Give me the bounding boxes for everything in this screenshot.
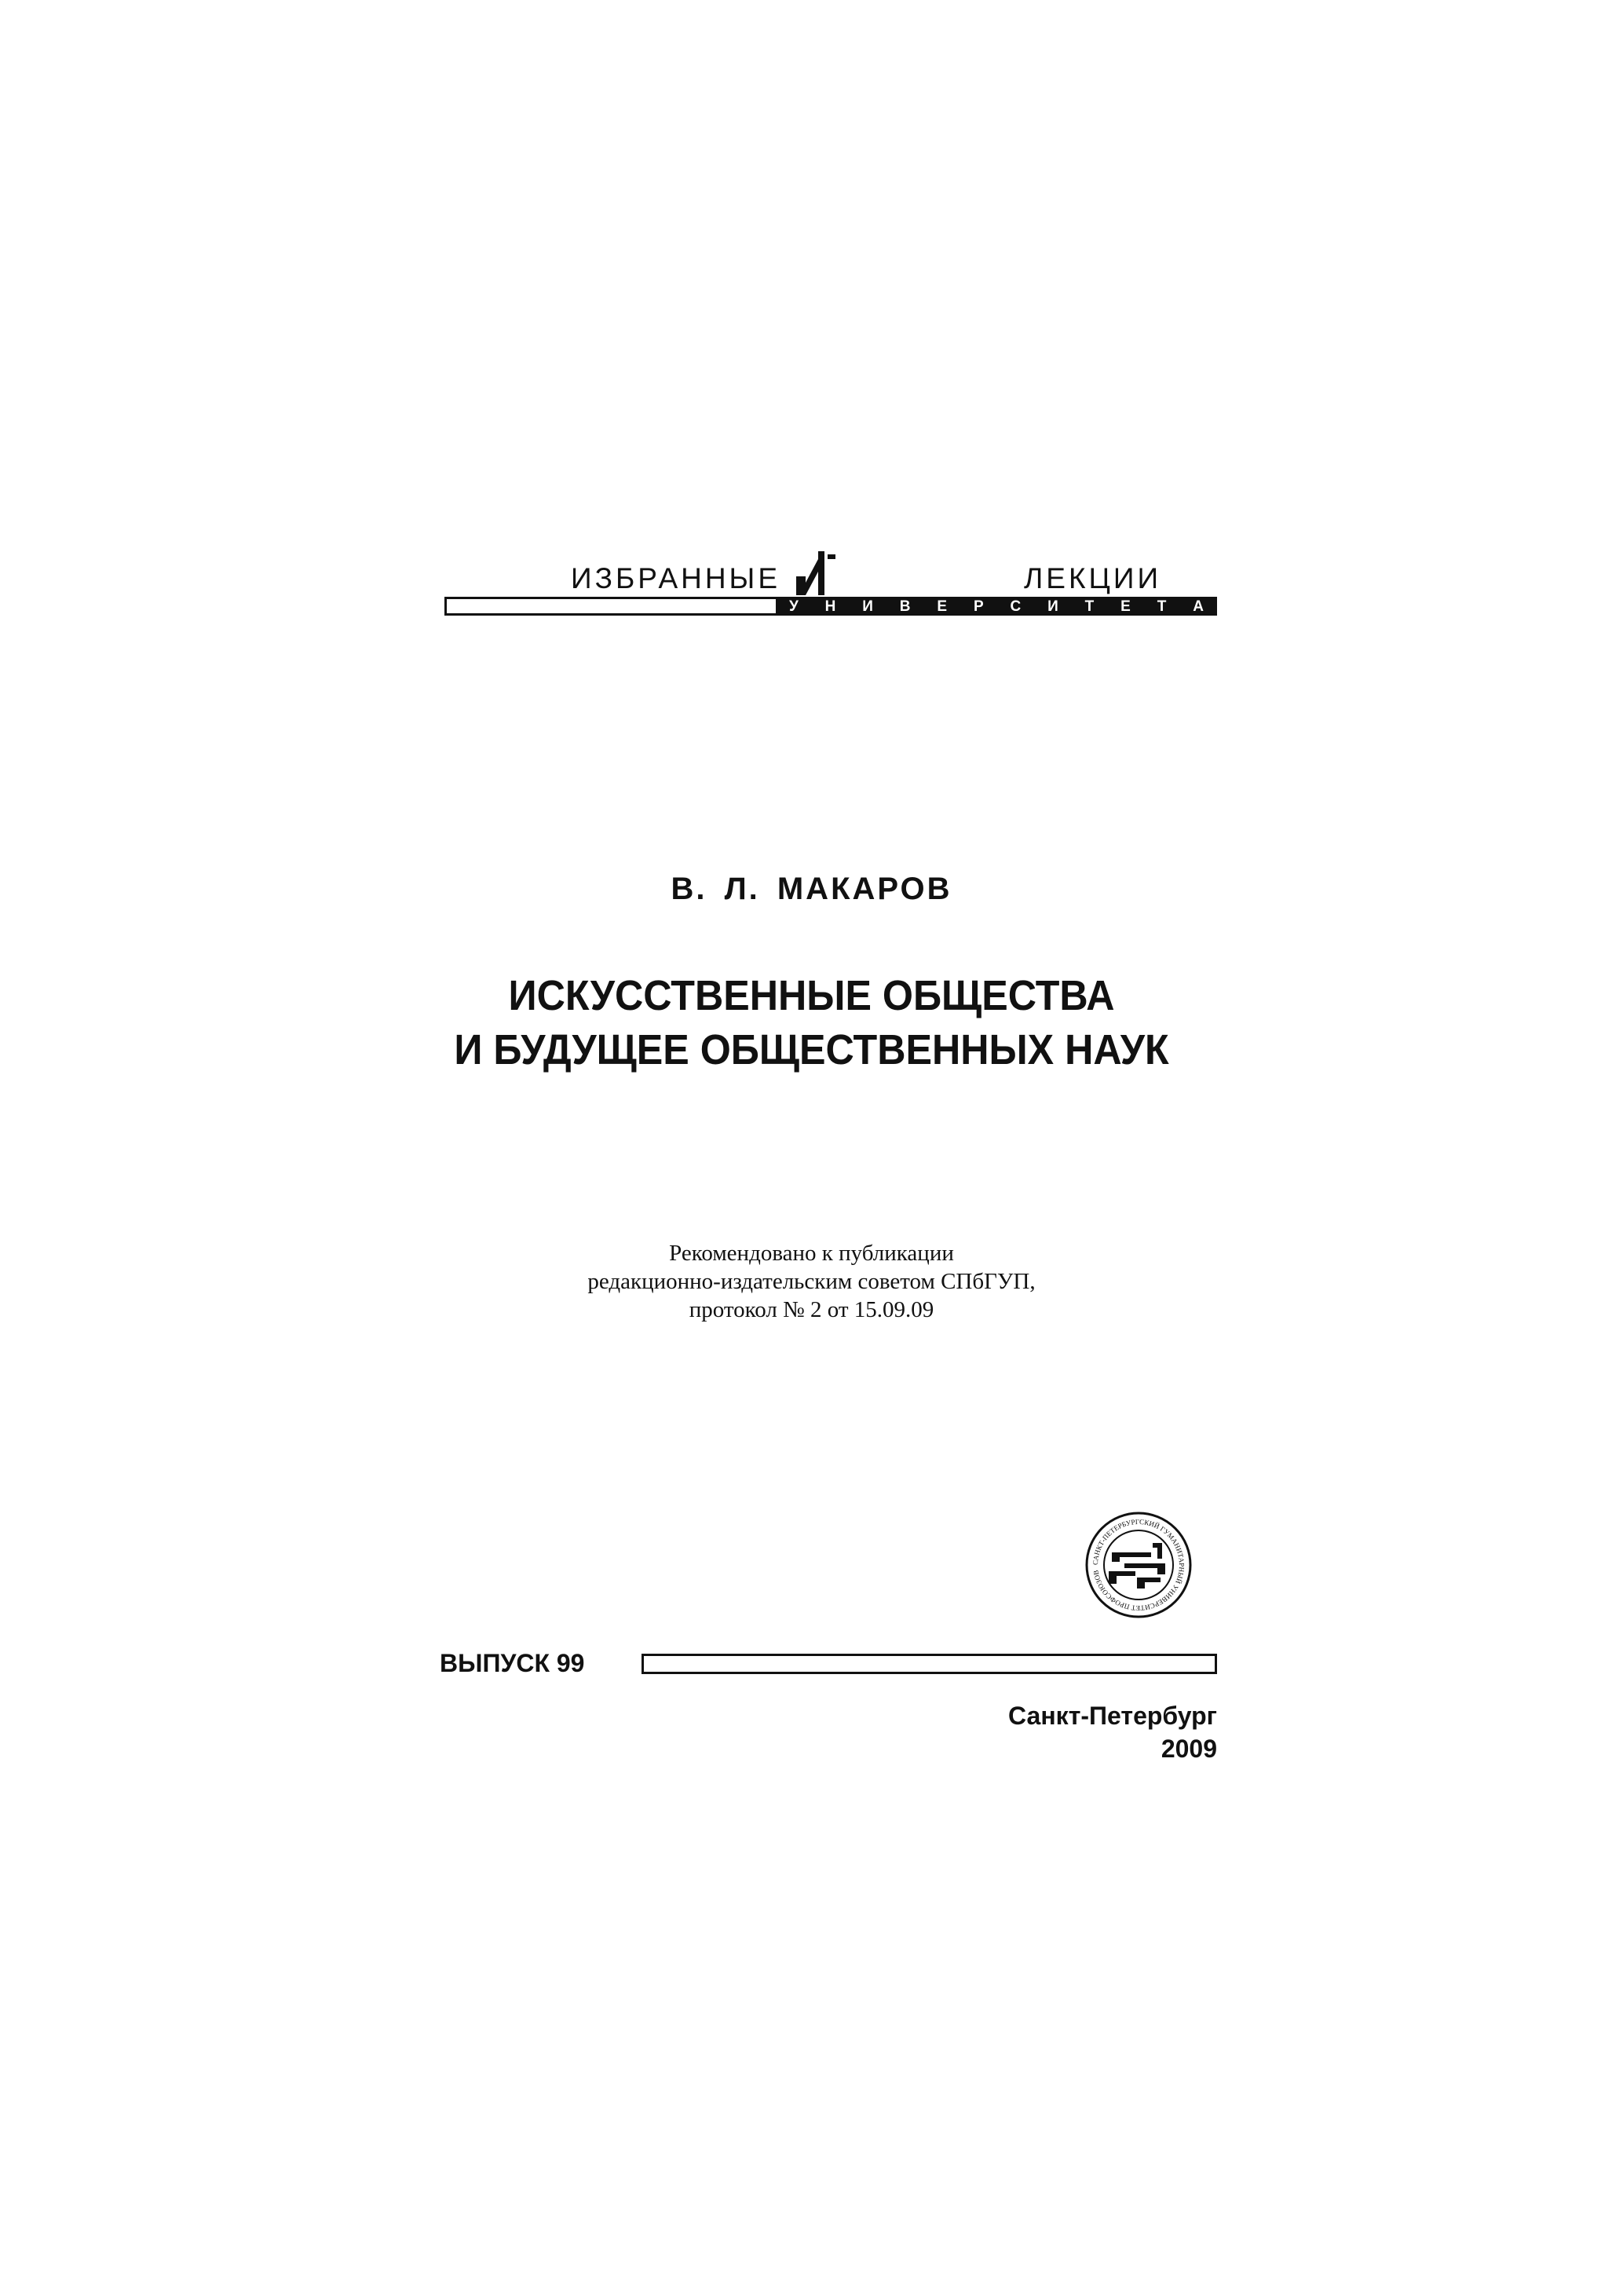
series-subtitle-letter: И — [1047, 598, 1058, 615]
author-name: В. Л. МАКАРОВ — [671, 872, 952, 906]
issue-rule — [642, 1654, 1217, 1674]
series-title-word-2: ЛЕКЦИИ — [1024, 562, 1162, 594]
series-subtitle-letter: И — [862, 598, 873, 615]
recommendation-note — [0, 1239, 1623, 1324]
series-title-word-1: ИЗБРАННЫЕ — [571, 562, 780, 594]
imprint — [911, 1699, 1217, 1765]
seal-text: САНКТ-ПЕТЕРБУРГСКИЙ ГУМАНИТАРНЫЙ УНИВЕРСИТЕТ ПРОФСОЮЗОВ — [1091, 1517, 1186, 1613]
series-subtitle — [776, 597, 1217, 616]
series-subtitle-letter: Т — [1157, 598, 1167, 615]
issue-number: ВЫПУСК 99 — [440, 1649, 585, 1677]
series-header — [444, 550, 1217, 620]
book-title-line-2: И БУДУЩЕЕ ОБЩЕСТВЕННЫХ НАУК — [454, 1026, 1169, 1073]
recommendation-line-3: протокол № 2 от 15.09.09 — [689, 1297, 934, 1322]
recommendation-line-2: редакционно-издательским советом СПбГУП, — [587, 1269, 1036, 1294]
imprint-city: Санкт-Петербург — [1008, 1702, 1217, 1730]
imprint-year: 2009 — [1161, 1735, 1217, 1763]
series-subtitle-letter: С — [1010, 598, 1022, 615]
series-subtitle-letter: Е — [1120, 598, 1131, 615]
book-title — [0, 969, 1623, 1077]
series-subtitle-letter: Е — [937, 598, 948, 615]
series-subtitle-letter: А — [1193, 598, 1204, 615]
series-subtitle-letter: Т — [1084, 598, 1095, 615]
series-monogram-icon — [790, 550, 837, 597]
recommendation-line-1: Рекомендовано к публикации — [669, 1241, 954, 1266]
series-subtitle-letter: Н — [824, 598, 836, 615]
university-seal-icon — [1085, 1512, 1192, 1618]
series-subtitle-letter: Р — [973, 598, 984, 615]
series-subtitle-letter: В — [899, 598, 911, 615]
series-subtitle-letter: У — [788, 598, 799, 615]
book-title-line-1: ИСКУССТВЕННЫЕ ОБЩЕСТВА — [508, 972, 1115, 1019]
